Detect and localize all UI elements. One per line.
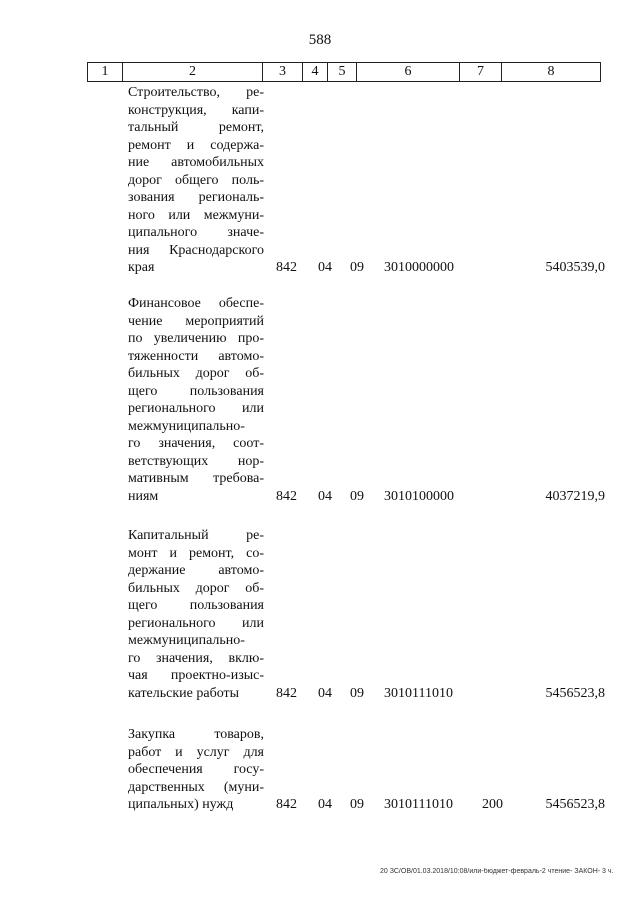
cell-column-4: 04: [318, 488, 332, 504]
description-line: Капитальный ре-: [128, 528, 264, 543]
description-line: дорог общего поль-: [128, 172, 264, 188]
description-line: ние автомобильных: [128, 155, 264, 170]
description-line: Финансовое обеспе-: [128, 296, 264, 311]
row-description: [128, 84, 264, 277]
cell-column-3: 842: [276, 797, 297, 812]
description-line: регионального или: [128, 615, 264, 631]
description-line: ветствующих нор-: [128, 453, 264, 469]
description-line: го значения, соот-: [128, 436, 264, 451]
description-line: чая проектно-изыс-: [128, 668, 264, 683]
description-line: конструкция, капи-: [128, 102, 264, 118]
column-header-5: 5: [328, 63, 357, 82]
row-description: [128, 527, 264, 702]
description-line: мативным требова-: [128, 471, 264, 486]
cell-column-3: 842: [276, 260, 297, 275]
description-line: монт и ремонт, со-: [128, 545, 264, 561]
description-line: Закупка товаров,: [128, 727, 264, 742]
description-line: тальный ремонт,: [128, 120, 264, 135]
cell-column-8: 5403539,0: [545, 260, 605, 275]
description-line: чение мероприятий: [128, 313, 264, 329]
row-description: [128, 295, 264, 505]
description-line: ремонт и содержа-: [128, 137, 264, 153]
column-header-2: 2: [123, 63, 263, 82]
footer-file-stamp: 20 ЗС/ОВ/01.03.2018/10:08/или-бюджет-февраль-2 чтение- ЗАКОН- 3 ч.: [380, 868, 614, 875]
column-header-7: 7: [460, 63, 502, 82]
description-line: ципальных) нужд: [128, 797, 234, 812]
row-description: [128, 726, 264, 814]
cell-column-5: 09: [350, 488, 364, 504]
cell-column-3: 842: [276, 488, 297, 504]
cell-column-8: 4037219,9: [545, 488, 605, 504]
column-header-table: [87, 62, 601, 82]
description-line: ного или межмуни-: [128, 207, 264, 223]
cell-column-4: 04: [318, 260, 332, 275]
column-header-8: 8: [502, 63, 601, 82]
description-line: межмуниципально-: [128, 633, 245, 648]
cell-column-6: 3010111010: [384, 685, 453, 701]
cell-column-5: 09: [350, 685, 364, 701]
description-line: работ и услуг для: [128, 744, 264, 760]
cell-column-5: 09: [350, 797, 364, 812]
description-line: межмуниципально-: [128, 418, 245, 434]
description-line: обеспечения госу-: [128, 762, 264, 777]
column-header-4: 4: [303, 63, 328, 82]
cell-column-4: 04: [318, 685, 332, 701]
description-line: зования региональ-: [128, 190, 264, 205]
description-line: щего пользования: [128, 383, 264, 399]
cell-column-8: 5456523,8: [545, 797, 605, 812]
description-line: ниям: [128, 488, 159, 504]
description-line: ципального значе-: [128, 225, 264, 240]
description-line: щего пользования: [128, 598, 264, 613]
description-line: бильных дорог об-: [128, 580, 264, 596]
description-line: го значения, вклю-: [128, 650, 264, 666]
cell-column-6: 3010000000: [384, 260, 454, 275]
description-line: держание автомо-: [128, 563, 264, 578]
description-line: края: [128, 260, 155, 275]
cell-column-5: 09: [350, 260, 364, 275]
column-header-6: 6: [357, 63, 460, 82]
cell-column-6: 3010111010: [384, 797, 453, 812]
description-line: бильных дорог об-: [128, 366, 264, 381]
description-line: дарственных (муни-: [128, 779, 264, 795]
description-line: кательские работы: [128, 685, 240, 701]
description-line: тяженности автомо-: [128, 348, 264, 364]
description-line: регионального или: [128, 401, 264, 416]
description-line: по увеличению про-: [128, 331, 264, 346]
description-line: ния Краснодарского: [128, 242, 264, 258]
cell-column-7: 200: [482, 797, 503, 812]
column-header-3: 3: [263, 63, 303, 82]
column-header-1: 1: [88, 63, 123, 82]
cell-column-6: 3010100000: [384, 488, 454, 504]
page-number: 588: [308, 32, 332, 48]
cell-column-4: 04: [318, 797, 332, 812]
cell-column-8: 5456523,8: [545, 685, 605, 701]
description-line: Строительство, ре-: [128, 85, 264, 100]
cell-column-3: 842: [276, 685, 297, 701]
